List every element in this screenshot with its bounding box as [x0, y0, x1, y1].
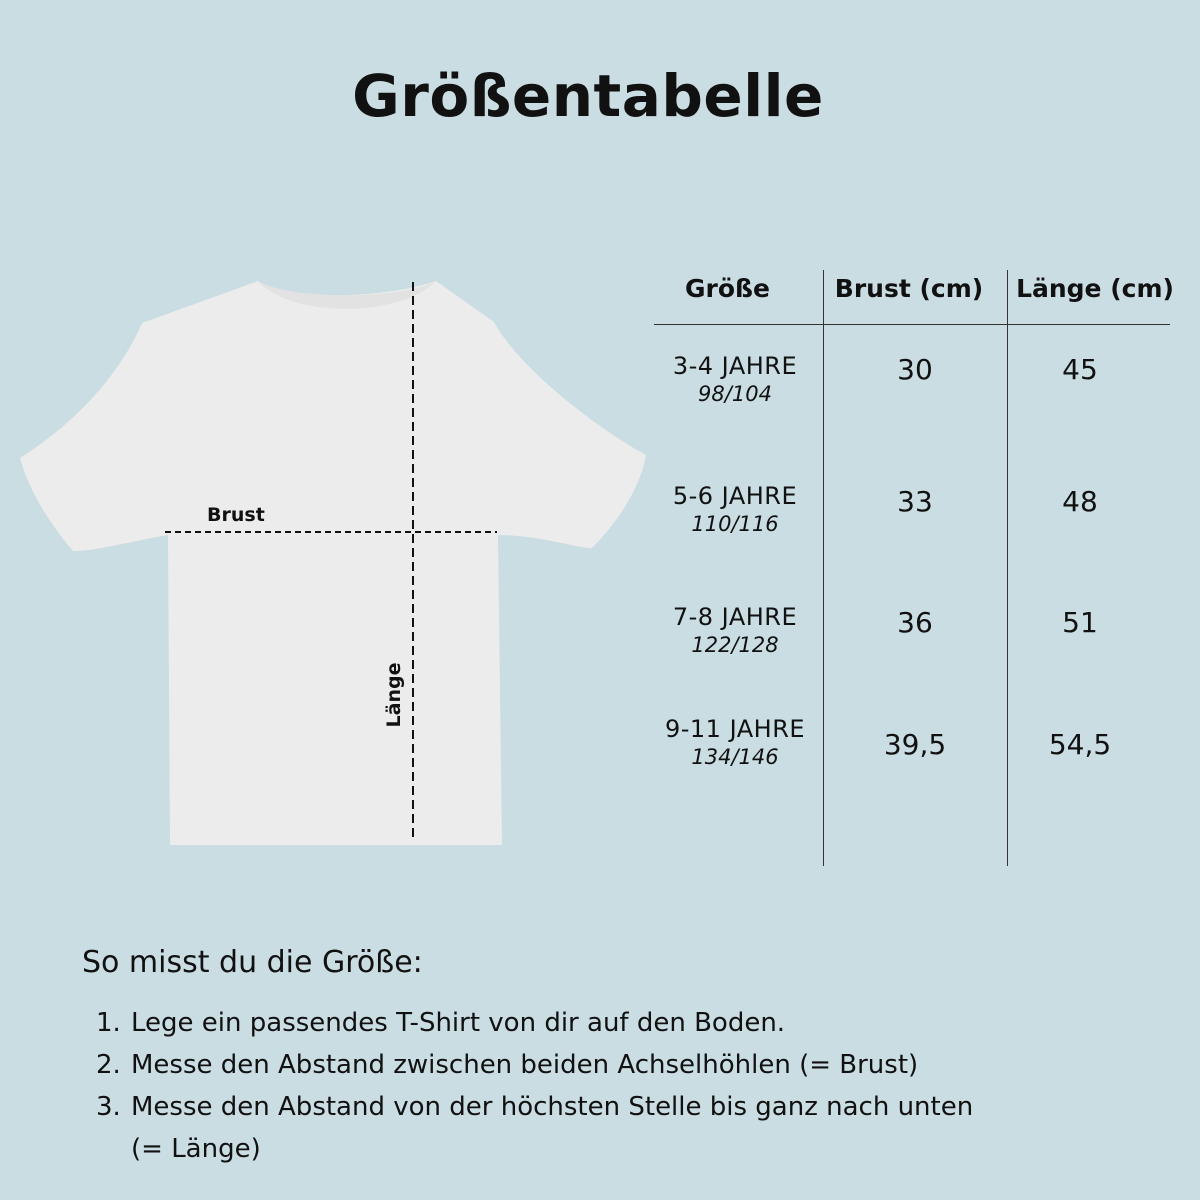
step-text: Messe den Abstand zwischen beiden Achselhöhlen (= Brust) — [131, 1050, 919, 1080]
header-size: Größe — [685, 274, 770, 303]
laenge-value: 45 — [1062, 353, 1098, 386]
size-cell — [650, 482, 820, 536]
laenge-value: 48 — [1062, 485, 1098, 518]
tshirt-illustration — [0, 0, 700, 900]
size-cm-label: 122/128 — [691, 633, 779, 657]
age-label: 3-4 JAHRE — [672, 352, 798, 380]
step-number: 3. — [96, 1092, 121, 1122]
brust-value: 39,5 — [883, 728, 947, 761]
brust-value: 36 — [897, 606, 933, 639]
size-table — [650, 270, 1180, 870]
laenge-label: Länge — [383, 662, 405, 728]
howto-title: So misst du die Größe: — [82, 945, 423, 980]
step-text: Messe den Abstand von der höchsten Stelle bis ganz nach unten (= Länge) — [131, 1092, 974, 1164]
size-cm-label: 98/104 — [698, 382, 772, 406]
laenge-value: 51 — [1062, 606, 1098, 639]
age-label: 5-6 JAHRE — [672, 482, 798, 510]
laenge-value: 54,5 — [1048, 728, 1112, 761]
age-label: 7-8 JAHRE — [672, 603, 798, 631]
age-label: 9-11 JAHRE — [664, 715, 806, 743]
size-cell — [650, 715, 820, 769]
step-number: 2. — [96, 1050, 121, 1080]
step-number: 1. — [96, 1008, 121, 1038]
size-cell — [650, 352, 820, 406]
size-cell — [650, 603, 820, 657]
list-item — [96, 1002, 1096, 1044]
brust-label: Brust — [207, 504, 265, 526]
list-item — [96, 1086, 1011, 1170]
page-title: Größentabelle — [352, 62, 824, 130]
list-item — [96, 1044, 1096, 1086]
tshirt-icon — [0, 0, 700, 900]
size-cm-label: 110/116 — [691, 512, 779, 536]
brust-value: 33 — [897, 485, 933, 518]
size-cm-label: 134/146 — [691, 745, 779, 769]
header-divider — [654, 324, 1170, 325]
header-laenge: Länge (cm) — [1016, 274, 1174, 303]
brust-value: 30 — [897, 353, 933, 386]
tshirt-shape — [20, 281, 646, 845]
step-text: Lege ein passendes T-Shirt von dir auf den Boden. — [131, 1008, 786, 1038]
howto-steps — [96, 1002, 1096, 1170]
header-brust: Brust (cm) — [834, 274, 984, 303]
